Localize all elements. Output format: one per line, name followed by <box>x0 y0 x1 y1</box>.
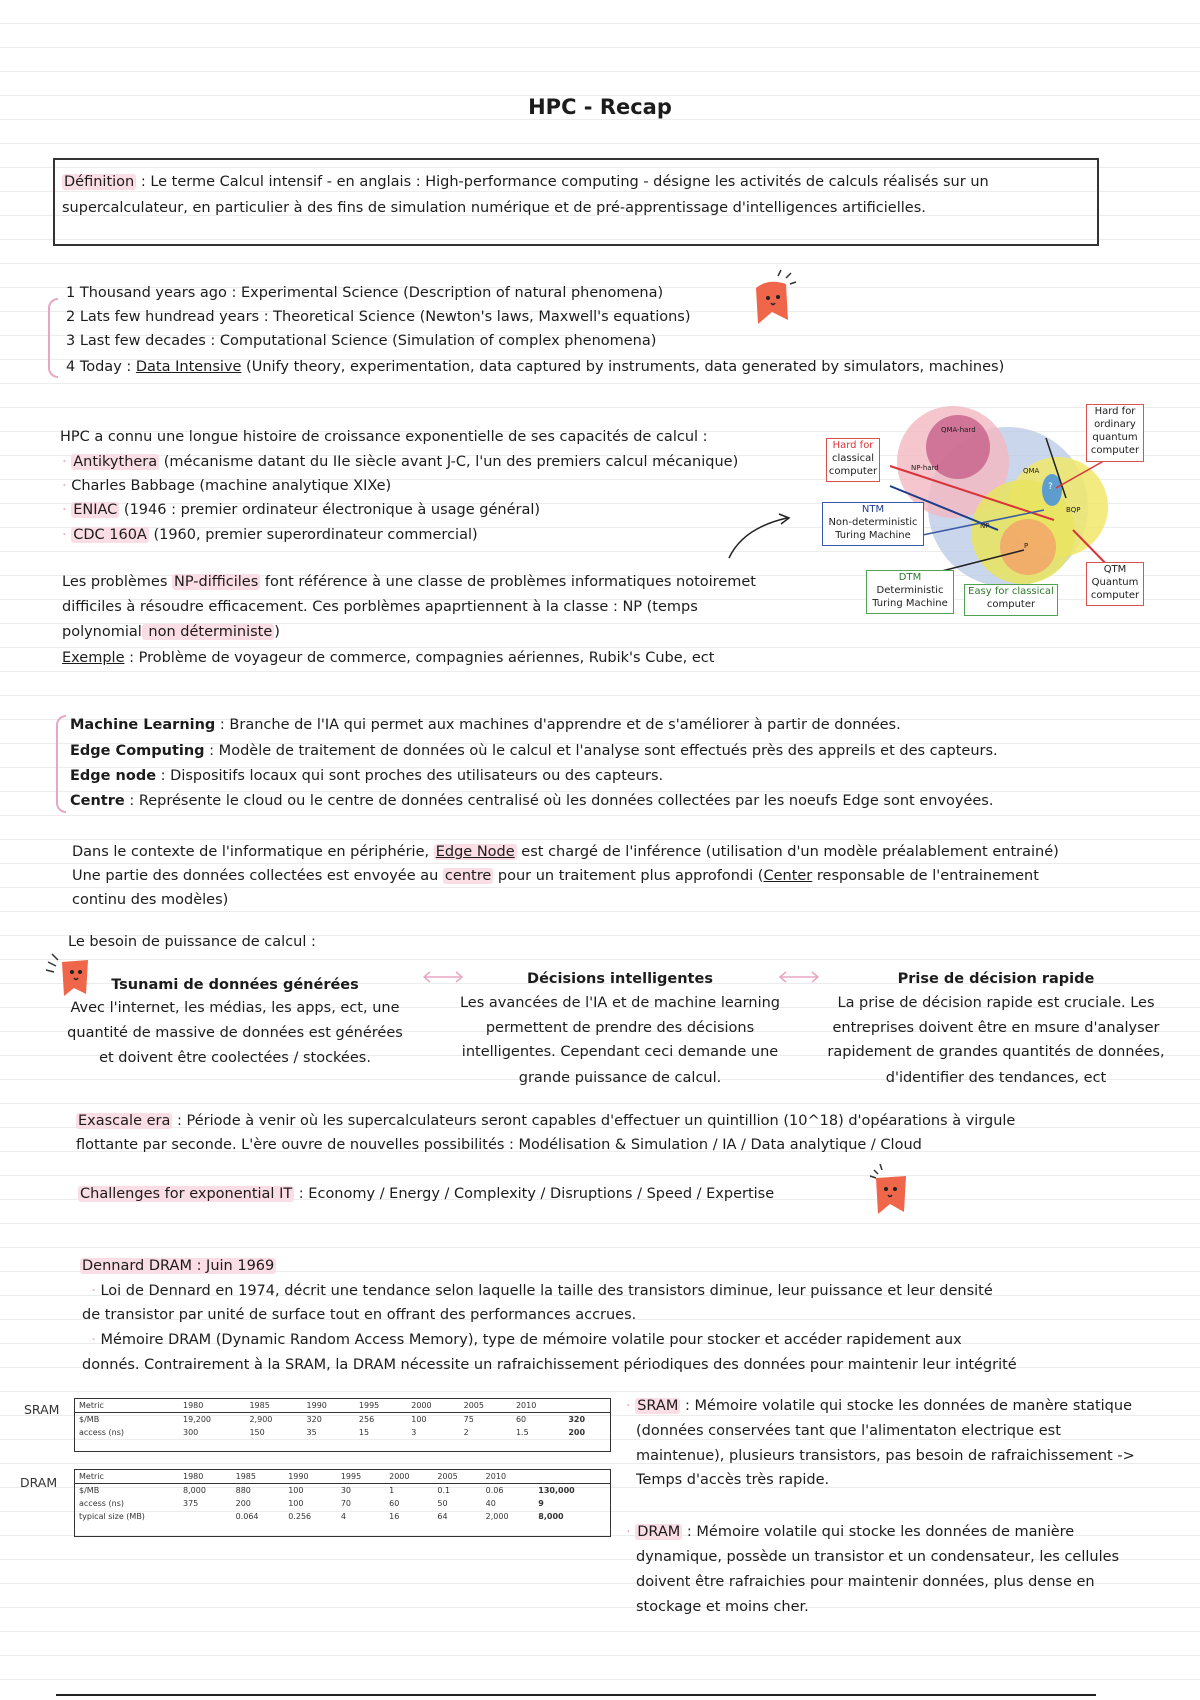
history-item-4: 4 Today : Data Intensive (Unify theory, experimentation, data captured by instruments, data generated by simulators, machines) <box>66 359 1005 375</box>
history-brace <box>48 298 58 378</box>
definition-line-2: supercalculateur, en particulier à des fins de simulation numérique et de pré-apprentissage d'intelligences artificielles. <box>62 200 926 216</box>
diagram-easy-classical-box: Easy for classical computer <box>964 584 1058 616</box>
diagram-ntm-box: NTM Non-deterministic Turing Machine <box>822 502 924 546</box>
sram-desc-line-4: Temps d'accès très rapide. <box>636 1472 830 1488</box>
table-row: access (ns) 375 200 100 70 60 50 40 9 <box>79 1499 544 1508</box>
diagram-qtm-box: QTM Quantum computer <box>1086 562 1144 606</box>
dram-desc-line-1: · DRAM : Mémoire volatile qui stocke les données de manière <box>626 1524 1075 1540</box>
growth-item-1: · Antikythera (mécanisme datant du IIe siècle avant J-C, l'un des premiers calcul mécanique) <box>62 454 739 470</box>
sram-desc-line-2: (données conservées tant que l'alimentaton electrique est <box>636 1423 1061 1439</box>
edge-line-1: Dans le contexte de l'informatique en périphérie, Edge Node est chargé de l'inférence (utilisation d'un modèle préalablement entrainé) <box>72 844 1059 860</box>
np-example: Exemple : Problème de voyageur de commerce, compagnies aériennes, Rubik's Cube, ect <box>62 650 715 666</box>
np-line-1: Les problèmes NP-difficiles font référence à une classe de problèmes informatiques notoiremet <box>62 574 756 590</box>
dram-desc-line-3: doivent être rafraichies pour maintenir données, plus dense en <box>636 1574 1095 1590</box>
dennard-line-1: · Loi de Dennard en 1974, décrit une tendance selon laquelle la taille des transistors diminue, leur puissance et leur densité <box>82 1283 993 1299</box>
ml-brace <box>56 715 66 813</box>
arrow-to-diagram-icon <box>725 512 795 562</box>
diagram-np-label: NP <box>980 522 990 530</box>
bottom-divider <box>56 1694 1096 1696</box>
table-row: access (ns) 300 150 35 15 3 2 1.5 200 <box>79 1428 586 1437</box>
history-item-2: 2 Lats few hundread years : Theoretical Science (Newton's laws, Maxwell's equations) <box>66 309 691 325</box>
growth-item-2: · Charles Babbage (machine analytique XIXe) <box>62 478 392 494</box>
need-col-3-line-4: d'identifier des tendances, ect <box>885 1070 1107 1086</box>
complexity-diagram <box>818 402 1148 632</box>
edge-line-3: continu des modèles) <box>72 892 229 908</box>
diagram-hard-quantum-box: Hard for ordinary quantum computer <box>1086 404 1144 462</box>
growth-item-3: · ENIAC (1946 : premier ordinateur électronique à usage général) <box>62 502 541 518</box>
diagram-dtm-box: DTM Deterministic Turing Machine <box>866 570 954 614</box>
diagram-bqp-label: BQP <box>1066 506 1081 514</box>
ml-item-2: Edge Computing : Modèle de traitement de données où le calcul et l'analyse sont effectués près des appreils et des capteurs. <box>70 743 998 759</box>
diagram-qma-label: QMA <box>1023 467 1040 475</box>
np-line-2: difficiles à résoudre efficacement. Ces porblèmes apaprtiennent à la classe : NP (temps <box>62 599 698 615</box>
diagram-q-label: ? <box>1048 482 1053 492</box>
table-row: typical size (MB) 0.064 0.256 4 16 64 2,000 8,000 <box>79 1512 564 1521</box>
table-row: $/MB 8,000 880 100 30 1 0.1 0.06 130,000 <box>79 1486 575 1495</box>
diagram-hard-classical-box: Hard for classical computer <box>826 438 880 482</box>
need-col-3-line-2: entreprises doivent être en msure d'analyser <box>832 1020 1160 1036</box>
sram-desc-line-3: maintenue), plusieurs transistors, pas besoin de rafraichissement -> <box>636 1448 1135 1464</box>
exascale-line-2: flottante par seconde. L'ère ouvre de nouvelles possibilités : Modélisation & Simulation / IA / Data analytique / Cloud <box>76 1137 922 1153</box>
mascot-sticker-icon <box>868 1162 916 1218</box>
need-intro: Le besoin de puissance de calcul : <box>68 934 316 950</box>
challenges-line: Challenges for exponential IT : Economy / Energy / Complexity / Disruptions / Speed / Expertise <box>80 1186 775 1202</box>
table-row: $/MB 19,200 2,900 320 256 100 75 60 320 <box>79 1415 586 1424</box>
mascot-sticker-icon <box>44 952 100 1002</box>
edge-line-2: Une partie des données collectées est envoyée au centre pour un traitement plus approfondi (Center responsable de l'entrainement <box>72 868 1039 884</box>
dram-table <box>74 1469 611 1537</box>
dennard-line-3: · Mémoire DRAM (Dynamic Random Access Memory), type de mémoire volatile pour stocker et accéder rapidement aux <box>82 1332 962 1348</box>
sram-desc-line-1: · SRAM : Mémoire volatile qui stocke les données de manère statique <box>626 1398 1132 1414</box>
need-col-2-line-4: grande puissance de calcul. <box>518 1070 722 1086</box>
diagram-qma-hard-label: QMA-hard <box>941 426 976 434</box>
table-header-row: Metric 1980 1985 1990 1995 2000 2005 2010 <box>75 1470 610 1484</box>
ml-item-4: Centre : Représente le cloud ou le centre de données centralisé où les données collectées par les noeufs Edge sont envoyées. <box>70 793 994 809</box>
need-col-3-line-1: La prise de décision rapide est cruciale. Les <box>837 995 1155 1011</box>
dram-desc-line-2: dynamique, possède un transistor et un condensateur, les cellules <box>636 1549 1120 1565</box>
table-header-row: Metric 1980 1985 1990 1995 2000 2005 2010 <box>75 1399 610 1413</box>
growth-intro: HPC a connu une longue histoire de croissance exponentielle de ses capacités de calcul : <box>60 429 708 445</box>
need-col-3-line-3: rapidement de grandes quantités de données, <box>827 1044 1165 1060</box>
np-line-3: polynomial non déterministe ) <box>62 624 280 640</box>
need-col-2-line-1: Les avancées de l'IA et de machine learning <box>459 995 780 1011</box>
sram-table-label: SRAM <box>24 1402 60 1417</box>
dennard-line-4: donnés. Contrairement à la SRAM, la DRAM nécessite un rafraichissement périodiques des données pour maintenir leur intégrité <box>82 1357 1017 1373</box>
need-col-1-line-3: et doivent être coolectées / stockées. <box>99 1050 371 1066</box>
need-col-1-line-2: quantité de massive de données est générées <box>67 1025 403 1041</box>
definition-label: Définition <box>64 174 135 190</box>
mascot-sticker-icon <box>748 268 798 334</box>
history-item-1: 1 Thousand years ago : Experimental Science (Description of natural phenomena) <box>66 285 664 301</box>
dram-table-label: DRAM <box>20 1475 58 1490</box>
ml-item-3: Edge node : Dispositifs locaux qui sont proches des utilisateurs ou des capteurs. <box>70 768 664 784</box>
diagram-p-label: P <box>1024 542 1029 550</box>
need-col-1-line-1: Avec l'internet, les médias, les apps, ect, une <box>70 1000 400 1016</box>
need-col-2-line-3: intelligentes. Cependant ceci demande une <box>461 1044 779 1060</box>
need-col-2-title: Décisions intelligentes <box>527 971 713 987</box>
dennard-title: Dennard DRAM : Juin 1969 <box>82 1258 275 1274</box>
need-col-3-title: Prise de décision rapide <box>897 971 1095 987</box>
growth-item-4: · CDC 160A (1960, premier superordinateur commercial) <box>62 527 478 543</box>
page-title: HPC - Recap <box>528 95 672 119</box>
need-col-1-title: Tsunami de données générées <box>111 977 359 993</box>
dennard-line-2: de transistor par unité de surface tout en offrant des performances accrues. <box>82 1307 637 1323</box>
exascale-line-1: Exascale era : Période à venir où les supercalculateurs seront capables d'effectuer un quintillion (10^18) d'opéarations à virgule <box>78 1113 1016 1129</box>
need-col-2-line-2: permettent de prendre des décisions <box>485 1020 755 1036</box>
sram-table <box>74 1398 611 1452</box>
definition-line-1: Définition : Le terme Calcul intensif - en anglais : High-performance computing - désigne les activités de calculs réalisés sur un <box>64 174 989 190</box>
ml-item-1: Machine Learning : Branche de l'IA qui permet aux machines d'apprendre et de s'améliorer à partir de données. <box>70 717 901 733</box>
dram-desc-line-4: stockage et moins cher. <box>636 1599 809 1615</box>
diagram-np-hard-label: NP-hard <box>911 464 939 472</box>
history-item-3: 3 Last few decades : Computational Science (Simulation of complex phenomena) <box>66 333 657 349</box>
